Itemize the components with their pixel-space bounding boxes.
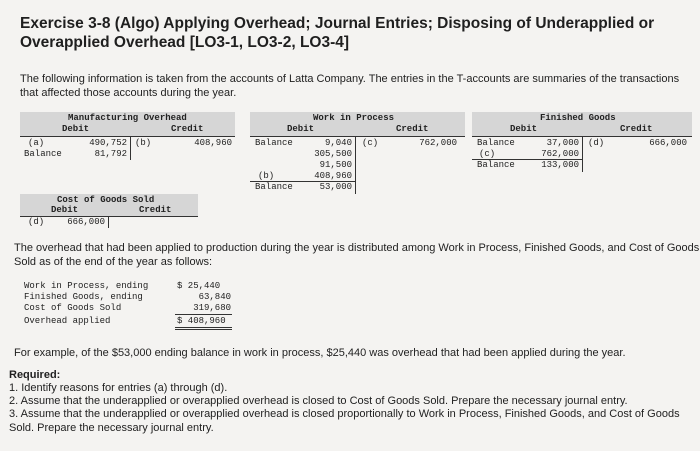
wip-debit-2: 305,500 xyxy=(314,149,352,159)
required-item-1: 1. Identify reasons for entries (a) through (d). xyxy=(9,382,228,394)
dist-label-wip: Work in Process, ending xyxy=(24,281,149,291)
moh-credit-b: 408,960 xyxy=(194,138,232,148)
wip-beginning-balance: 9,040 xyxy=(324,138,352,148)
dist-value-wip: $ 25,440 xyxy=(177,281,221,291)
fg-debit-c: 762,000 xyxy=(541,149,579,159)
wip-debit-3: 91,500 xyxy=(319,160,352,170)
wip-ending-balance: 53,000 xyxy=(319,182,352,192)
moh-ref-a: (a) xyxy=(28,138,45,148)
wip-ending-balance-label: Balance xyxy=(255,182,293,192)
dist-label-cogs: Cost of Goods Sold xyxy=(24,303,122,313)
wip-balance-label: Balance xyxy=(255,138,293,148)
wip-title: Work in Process xyxy=(313,113,395,123)
cogs-debit-header: Debit xyxy=(51,205,79,215)
fg-ending-balance: 133,000 xyxy=(541,160,579,170)
fg-ending-balance-label: Balance xyxy=(477,160,515,170)
distribution-text: The overhead that had been applied to production during the year is distributed among Work in Process, Finished Goods, and Cost of Goods Sold as of the end of the year as follows: xyxy=(14,242,700,268)
fg-credit-header: Credit xyxy=(620,124,653,134)
wip-ref-b: (b) xyxy=(258,171,275,181)
required-heading: Required: xyxy=(9,369,61,381)
dist-label-fg: Finished Goods, ending xyxy=(24,292,143,302)
dist-value-fg: 63,840 xyxy=(198,292,231,302)
moh-title: Manufacturing Overhead xyxy=(68,113,187,123)
moh-debit-header: Debit xyxy=(62,124,90,134)
required-item-3: 3. Assume that the underapplied or overapplied overhead is closed proportionally to Work in Process, Finished Goods, and Cost of Goods Sold. Prepare the necessary journal entry. xyxy=(9,408,680,434)
fg-debit-header: Debit xyxy=(510,124,538,134)
wip-credit-header: Credit xyxy=(396,124,429,134)
fg-credit-d: 666,000 xyxy=(649,138,687,148)
cogs-title: Cost of Goods Sold xyxy=(57,195,155,205)
dist-value-total: $ 408,960 xyxy=(177,316,226,326)
moh-balance-value: 81,792 xyxy=(94,149,127,159)
cogs-ref-d: (d) xyxy=(28,217,45,227)
moh-debit-a: 490,752 xyxy=(89,138,127,148)
fg-beginning-balance: 37,000 xyxy=(546,138,579,148)
intro-text: The following information is taken from the accounts of Latta Company. The entries in the T-accounts are summaries of the transactions that affected those accounts during the year. xyxy=(20,73,680,99)
exercise-title: Exercise 3-8 (Algo) Applying Overhead; Journal Entries; Disposing of Underapplied or Overapplied Overhead [LO3-1, LO3-2, LO3-4] xyxy=(20,15,655,51)
wip-debit-b: 408,960 xyxy=(314,171,352,181)
fg-title: Finished Goods xyxy=(540,113,616,123)
cogs-debit-d: 666,000 xyxy=(67,217,105,227)
fg-ref-c: (c) xyxy=(479,149,496,159)
dist-label-total: Overhead applied xyxy=(24,316,111,326)
dist-value-cogs: 319,680 xyxy=(193,303,231,313)
cogs-credit-header: Credit xyxy=(139,205,172,215)
required-item-2: 2. Assume that the underapplied or overapplied overhead is closed to Cost of Goods Sold. Prepare the necessary journal entry. xyxy=(9,395,628,407)
wip-ref-c: (c) xyxy=(362,138,379,148)
moh-ref-b: (b) xyxy=(135,138,152,148)
wip-credit-c: 762,000 xyxy=(419,138,457,148)
example-text: For example, of the $53,000 ending balance in work in process, $25,440 was overhead that had been applied during the year. xyxy=(14,347,626,359)
moh-balance-label: Balance xyxy=(24,149,62,159)
moh-credit-header: Credit xyxy=(171,124,204,134)
fg-balance-label: Balance xyxy=(477,138,515,148)
fg-ref-d: (d) xyxy=(588,138,605,148)
wip-debit-header: Debit xyxy=(287,124,315,134)
